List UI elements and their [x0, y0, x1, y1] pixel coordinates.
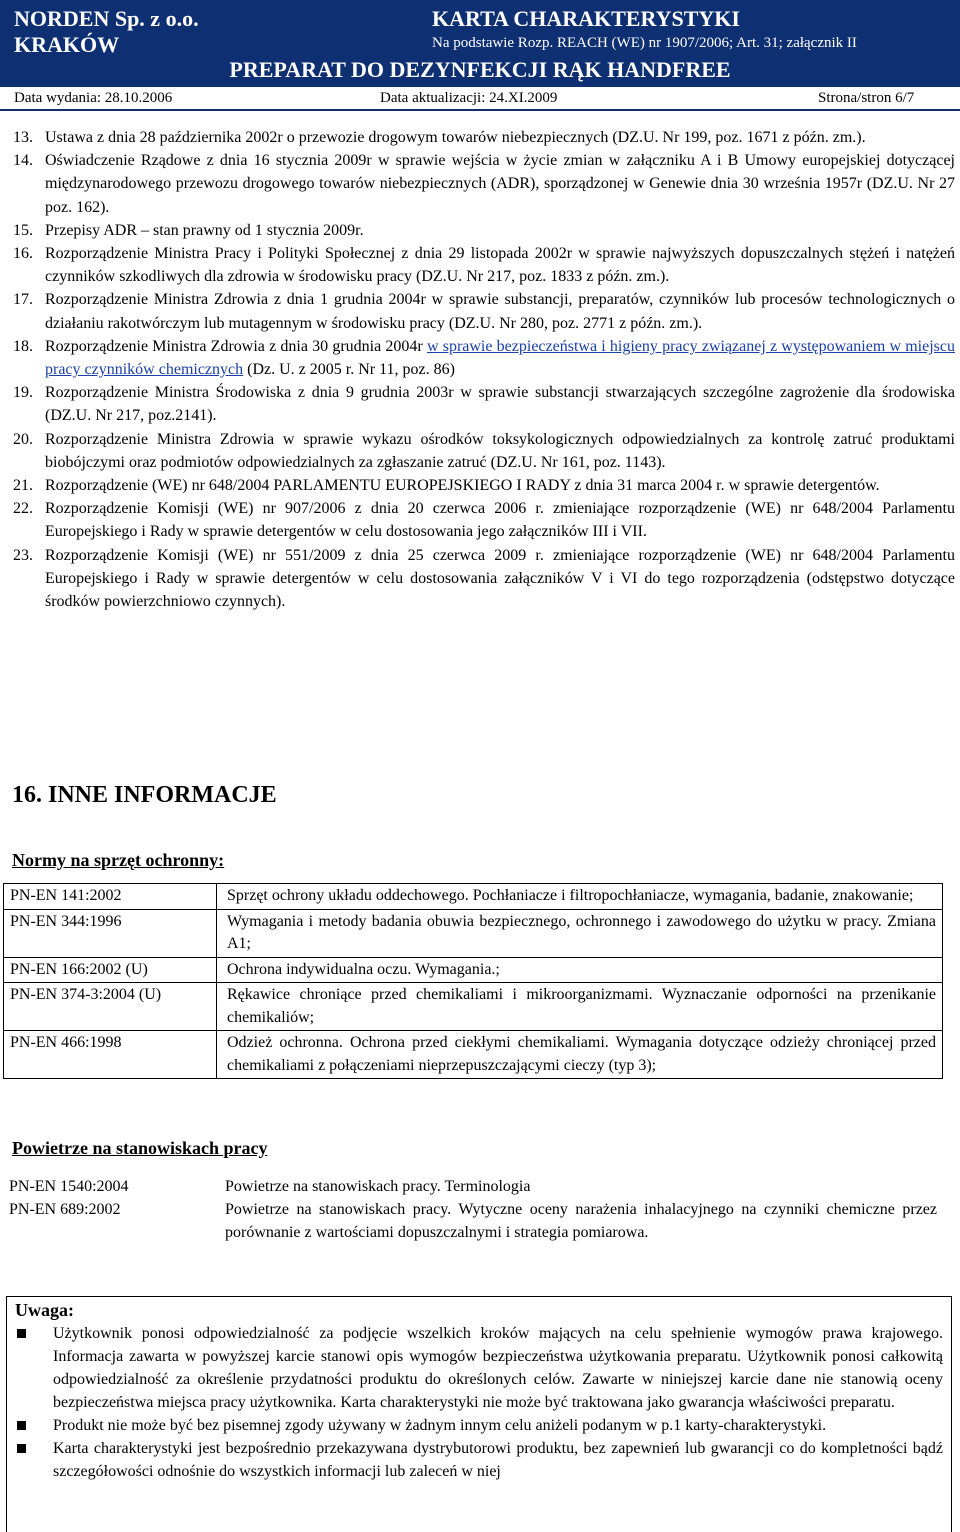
- square-bullet-icon: [15, 1414, 53, 1437]
- page-number: Strona/stron 6/7: [818, 90, 915, 106]
- table-row: PN-EN 344:1996 Wymagania i metody badania obuwia bezpiecznego, ochronnego i zawodowego do użytku w pracy. Zmiana A1;: [4, 909, 943, 957]
- list-item: 19. Rozporządzenie Ministra Środowiska z dnia 9 grudnia 2003r w sprawie substancji stwarzających szczególne zagrożenie dla środowiska (DZ.U. Nr 217, poz.2141).: [13, 384, 955, 425]
- table-row: PN-EN 466:1998 Odzież ochronna. Ochrona przed ciekłymi chemikaliami. Wymagania dotyczące odzieży chroniącej przed chemikaliami z połączeniami nieprzepuszczającymi cieczy (typ 3);: [4, 1031, 943, 1079]
- regulations-list: [13, 126, 955, 613]
- update-date: Data aktualizacji: 24.XI.2009: [380, 90, 558, 106]
- norms-heading: Normy na sprzęt ochronny:: [12, 850, 225, 870]
- section-title: 16. INNE INFORMACJE: [12, 782, 277, 808]
- title-block: [432, 6, 952, 54]
- company-name: NORDEN Sp. z o.o.: [14, 6, 199, 31]
- list-item: Karta charakterystyki jest bezpośrednio przekazywana dystrybutorowi produktu, bez zapewnień lub gwarancji co do kompletności bądź szczegółowości odnośnie do wszystkich informacji lub zaleceń w niej: [15, 1437, 943, 1483]
- document-title: KARTA CHARAKTERYSTYKI: [432, 6, 740, 31]
- date-bar: [0, 86, 960, 111]
- list-item: 16. Rozporządzenie Ministra Pracy i Polityki Społecznej z dnia 29 listopada 2002r w sprawie najwyższych dopuszczalnych stężeń i natężeń czynników szkodliwych dla zdrowia w środowisku pracy (DZ.U. Nr 217, poz. 1833 z późn. zm.).: [13, 245, 955, 286]
- square-bullet-icon: [15, 1437, 53, 1483]
- notice-box: [6, 1296, 952, 1532]
- list-item: 21. Rozporządzenie (WE) nr 648/2004 PARLAMENTU EUROPEJSKIEGO I RADY z dnia 31 marca 2004 r. w sprawie detergentów.: [13, 477, 880, 495]
- list-item: 18. Rozporządzenie Ministra Zdrowia z dnia 30 grudnia 2004r w sprawie bezpieczeństwa i higieny pracy związanej z występowaniem w miejscu pracy czynników chemicznych (Dz. U. z 2005 r. Nr 11, poz. 86): [13, 337, 955, 379]
- air-heading: Powietrze na stanowiskach pracy: [12, 1138, 268, 1158]
- list-item: 17. Rozporządzenie Ministra Zdrowia z dnia 1 grudnia 2004r w sprawie substancji, preparatów, czynników lub procesów technologicznych o działaniu rakotwórczym lub mutagennym w środowisku pracy (DZ.U. Nr 280, poz. 2771 z późn. zm.).: [13, 291, 955, 332]
- square-bullet-icon: [15, 1322, 53, 1414]
- notice-title: Uwaga:: [15, 1300, 74, 1320]
- table-row: PN-EN 689:2002 Powietrze na stanowiskach pracy. Wytyczne oceny narażenia inhalacyjnego na czynniki chemiczne przez porównanie z wartościami dopuszczalnymi i strategia pomiarowa.: [9, 1201, 937, 1241]
- list-item: 14. Oświadczenie Rządowe z dnia 16 stycznia 2009r w sprawie wejścia w życie zmian w załączniku A i B Umowy europejskiej dotyczącej międzynarodowego przewozu drogowego towarów niebezpiecznych (ADR), sporządzonej w Genewie dnia 30 września 1957r (DZ.U. Nr 27 poz. 162).: [13, 152, 955, 216]
- list-item: 20. Rozporządzenie Ministra Zdrowia w sprawie wykazu ośrodków toksykologicznych odpowiedzialnych za kontrolę zatruć produktami biobójczymi oraz podmiotów odpowiedzialnych za zgłaszanie zatruć (DZ.U. Nr 161, poz. 1143).: [13, 430, 955, 471]
- list-item: Produkt nie może być bez pisemnej zgody używany w żadnym innym celu aniżeli podanym w p.1 karty-charakterystyki.: [15, 1414, 943, 1437]
- product-name: PREPARAT DO DEZYNFEKCJI RĄK HANDFREE: [229, 57, 731, 82]
- table-row: PN-EN 141:2002 Sprzęt ochrony układu oddechowego. Pochłaniacze i filtropochłaniacze, wymagania, badanie, znakowanie;: [4, 884, 943, 910]
- list-item: 15. Przepisy ADR – stan prawny od 1 stycznia 2009r.: [13, 221, 364, 239]
- document-header: [0, 0, 960, 86]
- air-table: [3, 1175, 943, 1244]
- norms-table: [3, 883, 943, 1079]
- regulation-link[interactable]: w sprawie bezpieczeństwa i higieny pracy związanej z występowaniem w miejscu pracy czynników chemicznych: [45, 337, 955, 379]
- list-item: Użytkownik ponosi odpowiedzialność za podjęcie wszelkich kroków mających na celu spełnienie wymogów prawa krajowego. Informacja zawarta w powyższej karcie stanowi opis wymogów bezpieczeństwa użytkowania preparatu. Użytkownik ponosi całkowitą odpowiedzialność za określenie przydatności produktu do określonych celów. Zawarte w niniejszej karcie dane nie stanowią oceny bezpieczeństwa miejsca pracy użytkownika. Karta charakterystyki nie może być traktowana jako gwarancja właściwości preparatu.: [15, 1322, 943, 1414]
- list-item: 23. Rozporządzenie Komisji (WE) nr 551/2009 z dnia 25 czerwca 2009 r. zmieniające rozporządzenie (WE) nr 648/2004 Parlamentu Europejskiego i Rady w sprawie detergentów w celu dostosowania załączników V i VI do tego rozporządzenia (odstępstwo dotyczące środków powierzchniowo czynnych).: [13, 546, 955, 611]
- document-subtitle: Na podstawie Rozp. REACH (WE) nr 1907/2006; Art. 31; załącznik II: [432, 35, 857, 51]
- issue-date: Data wydania: 28.10.2006: [14, 90, 173, 106]
- list-item: 13. Ustawa z dnia 28 października 2002r o przewozie drogowym towarów niebezpiecznych (DZ.U. Nr 199, poz. 1671 z późn. zm.).: [13, 129, 866, 146]
- table-row: PN-EN 374-3:2004 (U) Rękawice chroniące przed chemikaliami i mikroorganizmami. Wyznaczanie odporności na przenikanie chemikaliów;: [4, 983, 943, 1031]
- table-row: PN-EN 1540:2004 Powietrze na stanowiskach pracy. Terminologia: [9, 1178, 531, 1195]
- list-item: 22. Rozporządzenie Komisji (WE) nr 907/2006 z dnia 20 czerwca 2006 r. zmieniające rozporządzenie (WE) nr 648/2004 Parlamentu Europejskiego i Rady w sprawie detergentów w celu dostosowania jego załączników III i VII.: [13, 500, 955, 541]
- company-block: [14, 6, 199, 58]
- table-row: PN-EN 166:2002 (U) Ochrona indywidualna oczu. Wymagania.;: [4, 957, 943, 983]
- company-city: KRAKÓW: [14, 32, 120, 57]
